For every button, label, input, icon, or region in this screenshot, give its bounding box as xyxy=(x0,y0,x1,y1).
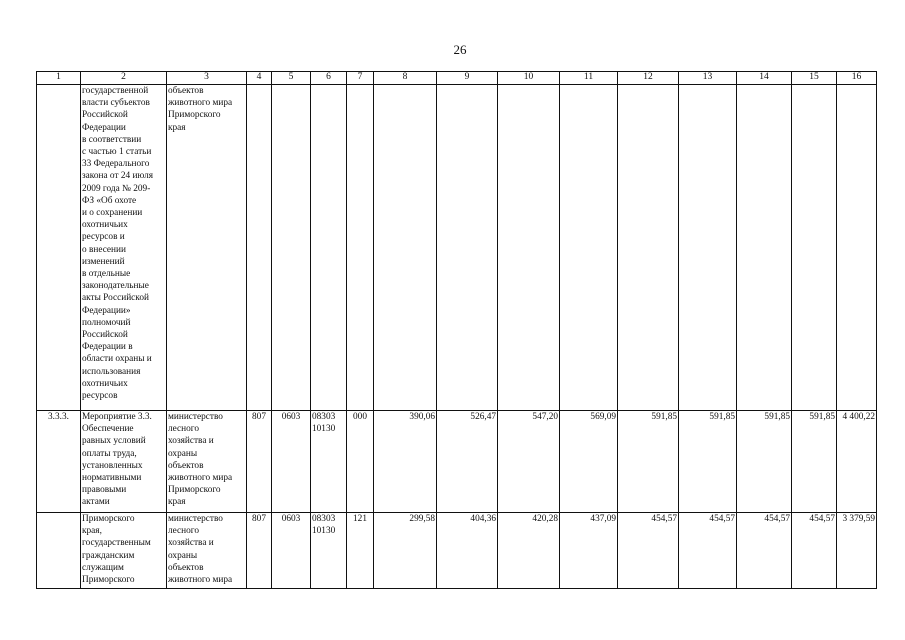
amount-cell xyxy=(618,85,679,411)
grbs-code-cell: 807 xyxy=(247,411,272,513)
total-cell: 3 379,59 xyxy=(837,513,877,589)
measure-name-cell: Приморского края, государственным гражданским служащим Приморского xyxy=(81,513,167,589)
column-header: 14 xyxy=(737,72,792,85)
column-header: 1 xyxy=(37,72,81,85)
table-row xyxy=(37,513,877,589)
grbs-code-cell xyxy=(247,85,272,411)
expense-type-cell: 121 xyxy=(347,513,374,589)
table-header-row xyxy=(37,72,877,85)
amount-cell: 299,58 xyxy=(374,513,437,589)
column-header: 7 xyxy=(347,72,374,85)
section-code-cell: 0603 xyxy=(272,411,311,513)
column-header: 9 xyxy=(437,72,498,85)
amount-cell xyxy=(737,85,792,411)
amount-cell xyxy=(374,85,437,411)
column-header: 5 xyxy=(272,72,311,85)
amount-cell: 569,09 xyxy=(560,411,618,513)
amount-cell: 404,36 xyxy=(437,513,498,589)
amount-cell xyxy=(679,85,737,411)
column-header: 3 xyxy=(167,72,247,85)
executor-cell: министерство лесного хозяйства и охраны объектов животного мира Приморского края xyxy=(167,411,247,513)
amount-cell: 454,57 xyxy=(679,513,737,589)
total-cell xyxy=(837,85,877,411)
column-header: 10 xyxy=(498,72,560,85)
amount-cell: 420,28 xyxy=(498,513,560,589)
amount-cell: 591,85 xyxy=(792,411,837,513)
table-row xyxy=(37,411,877,513)
column-header: 4 xyxy=(247,72,272,85)
amount-cell: 591,85 xyxy=(737,411,792,513)
budget-table xyxy=(36,71,877,589)
amount-cell: 390,06 xyxy=(374,411,437,513)
column-header: 16 xyxy=(837,72,877,85)
executor-cell: объектов животного мира Приморского края xyxy=(167,85,247,411)
page-number: 26 xyxy=(453,42,467,57)
column-header: 6 xyxy=(311,72,347,85)
amount-cell: 591,85 xyxy=(679,411,737,513)
column-header: 8 xyxy=(374,72,437,85)
amount-cell xyxy=(792,85,837,411)
section-code-cell xyxy=(272,85,311,411)
column-header: 2 xyxy=(81,72,167,85)
item-number-cell: 3.3.3. xyxy=(37,411,81,513)
amount-cell: 526,47 xyxy=(437,411,498,513)
column-header: 15 xyxy=(792,72,837,85)
grbs-code-cell: 807 xyxy=(247,513,272,589)
amount-cell: 454,57 xyxy=(618,513,679,589)
measure-name-cell: государственной власти субъектов Российской Федерации в соответствии с частью 1 статьи 33 Федерального закона от 24 июля 2009 года № 209- ФЗ «Об охоте и о сохранении охотничьих ресурсов и о внесении изменений в отдельные законодательные акты Российской Федерации» полномочий Российской Федерации в области охраны и использования охотничьих ресурсов xyxy=(81,85,167,411)
amount-cell: 591,85 xyxy=(618,411,679,513)
column-header: 11 xyxy=(560,72,618,85)
amount-cell: 547,20 xyxy=(498,411,560,513)
section-code-cell: 0603 xyxy=(272,513,311,589)
total-cell: 4 400,22 xyxy=(837,411,877,513)
amount-cell: 437,09 xyxy=(560,513,618,589)
target-code-cell: 08303 10130 xyxy=(311,411,347,513)
table-row xyxy=(37,85,877,411)
amount-cell xyxy=(560,85,618,411)
item-number-cell xyxy=(37,85,81,411)
measure-name-cell: Мероприятие 3.3. Обеспечение равных условий оплаты труда, установленных нормативными правовыми актами xyxy=(81,411,167,513)
amount-cell: 454,57 xyxy=(792,513,837,589)
expense-type-cell: 000 xyxy=(347,411,374,513)
item-number-cell xyxy=(37,513,81,589)
column-header: 13 xyxy=(679,72,737,85)
amount-cell xyxy=(498,85,560,411)
executor-cell: министерство лесного хозяйства и охраны объектов животного мира xyxy=(167,513,247,589)
expense-type-cell xyxy=(347,85,374,411)
target-code-cell: 08303 10130 xyxy=(311,513,347,589)
amount-cell xyxy=(437,85,498,411)
column-header: 12 xyxy=(618,72,679,85)
amount-cell: 454,57 xyxy=(737,513,792,589)
target-code-cell xyxy=(311,85,347,411)
